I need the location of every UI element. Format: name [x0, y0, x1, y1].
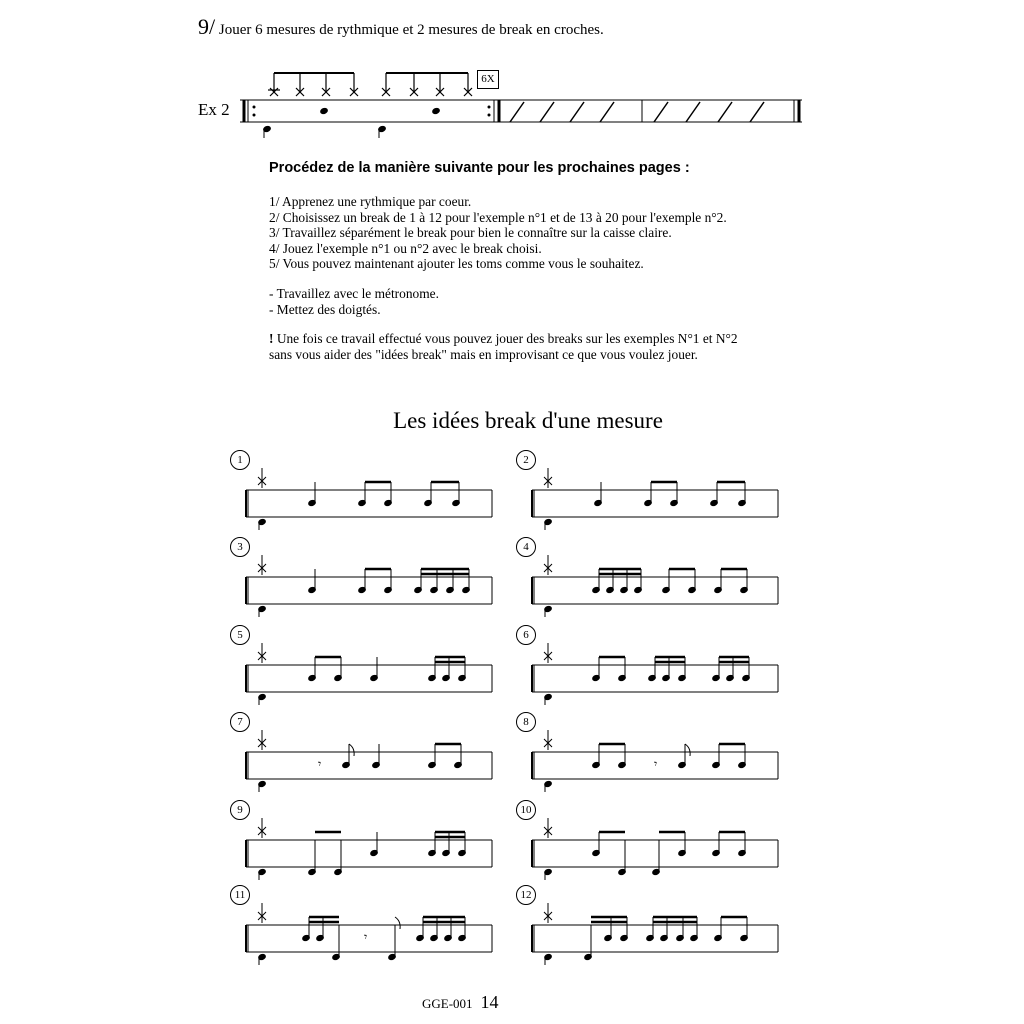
instruction-step: 3/ Travaillez séparément le break pour bien le connaître sur la caisse claire.: [269, 225, 672, 241]
instructions-block: [269, 160, 738, 362]
exercise-number-circle: 9: [230, 800, 250, 820]
instructions-heading: Procédez de la manière suivante pour les prochaines pages :: [269, 160, 690, 176]
break-exercise: [236, 450, 496, 530]
example-label: Ex 2: [198, 100, 230, 119]
break-exercise: [522, 537, 782, 617]
repeat-count-badge: 6X: [477, 70, 499, 89]
exercise-instruction: Jouer 6 mesures de rythmique et 2 mesures de break en croches.: [218, 22, 604, 38]
document-code: GGE-001: [422, 996, 473, 1011]
exercise-number-circle: 10: [516, 800, 536, 820]
note-flag: [349, 744, 354, 756]
exercise-number: 9/: [198, 14, 216, 39]
exercise-staff: [522, 800, 782, 880]
break-exercise: [236, 625, 496, 705]
instruction-step: 5/ Vous pouvez maintenant ajouter les toms comme vous le souhaitez.: [269, 256, 644, 272]
note-flag: [395, 917, 400, 929]
exercise-staff: [522, 450, 782, 530]
instruction-step: 1/ Apprenez une rythmique par coeur.: [269, 194, 472, 209]
exercise-staff: [236, 800, 496, 880]
exercise-staff: [522, 712, 782, 792]
exercise-number-circle: 6: [516, 625, 536, 645]
exercise-number-circle: 2: [516, 450, 536, 470]
instruction-step: 4/ Jouez l'exemple n°1 ou n°2 avec le break choisi.: [269, 240, 542, 256]
break-exercise: [522, 800, 782, 880]
exercise-staff: [236, 712, 496, 792]
break-exercise: [236, 537, 496, 617]
exercise-staff: [236, 625, 496, 705]
note-line: Une fois ce travail effectué vous pouvez jouer des breaks sur les exemples N°1 et N°2: [273, 331, 738, 347]
exercise-number-circle: 12: [516, 885, 536, 905]
exercise-heading: [198, 14, 604, 40]
exercise-staff: [522, 537, 782, 617]
break-exercise: [522, 625, 782, 705]
example-2-staff: [240, 60, 810, 140]
exercise-number-circle: 1: [230, 450, 250, 470]
exercise-number-circle: 4: [516, 537, 536, 557]
page-number: 14: [480, 992, 499, 1012]
instruction-step: 2/ Choisissez un break de 1 à 12 pour l'exemple n°1 et de 13 à 20 pour l'exemple n°2.: [269, 209, 727, 225]
exercise-staff: [236, 450, 496, 530]
exercise-staff: [236, 537, 496, 617]
exercise-staff: [522, 885, 782, 965]
break-exercise: [236, 712, 496, 792]
note-line: sans vous aider des "idées break" mais en improvisant ce que vous voulez jouer.: [269, 346, 698, 362]
exercise-staff: [236, 885, 496, 965]
break-exercise: [522, 712, 782, 792]
exercise-staff: [522, 625, 782, 705]
exercise-number-circle: 5: [230, 625, 250, 645]
exercise-number-circle: 7: [230, 712, 250, 732]
note-flag: [685, 744, 690, 756]
break-exercise: [522, 885, 782, 965]
instruction-tip: - Mettez des doigtés.: [269, 301, 381, 317]
instruction-note: [269, 347, 738, 363]
exercise-number-circle: 8: [516, 712, 536, 732]
exercise-number-circle: 3: [230, 537, 250, 557]
break-exercise: [522, 450, 782, 530]
instruction-note: [269, 331, 738, 347]
eighth-rest: 𝄾: [318, 757, 322, 771]
break-exercise: [236, 885, 496, 965]
eighth-rest: 𝄾: [654, 757, 658, 771]
page-footer: [422, 992, 499, 1013]
note-mark: !: [269, 331, 274, 347]
section-title: Les idées break d'une mesure: [393, 408, 663, 433]
exercise-number-circle: 11: [230, 885, 250, 905]
break-exercise: [236, 800, 496, 880]
eighth-rest: 𝄾: [364, 930, 368, 944]
instruction-tip: - Travaillez avec le métronome.: [269, 285, 439, 301]
